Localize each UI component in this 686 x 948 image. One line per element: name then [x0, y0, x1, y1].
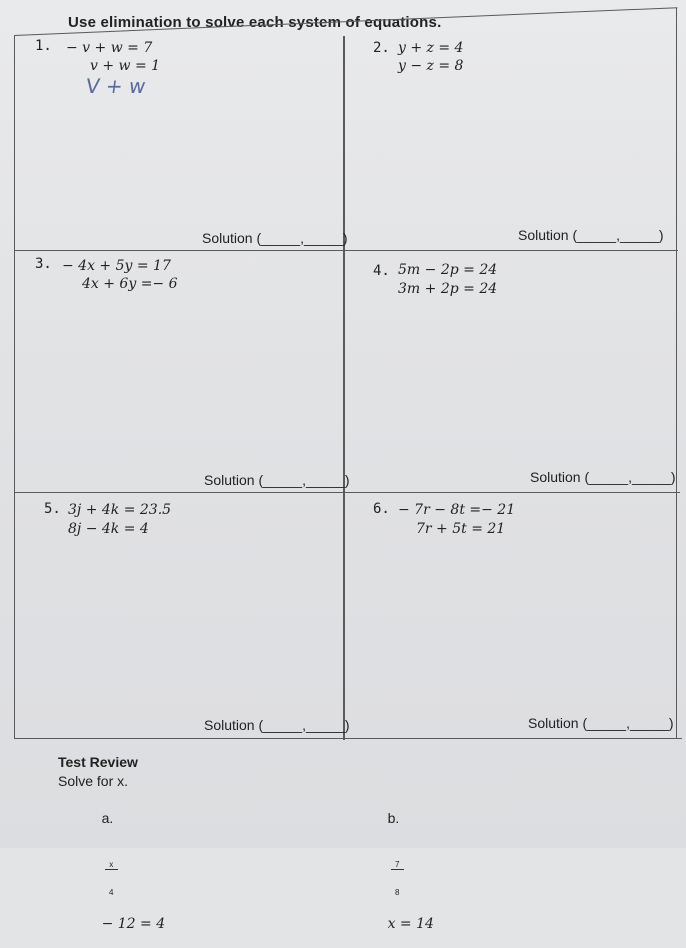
problem-5-equation-1: 3j + 4k = 23.5: [68, 502, 172, 518]
problem-4-equation-1: 5m − 2p = 24: [398, 262, 498, 278]
review-title: Test Review: [58, 754, 138, 770]
review-b-numerator: 7: [391, 860, 404, 870]
review-a-label: a.: [101, 810, 114, 826]
handwritten-note: V + w: [84, 74, 148, 98]
problem-6-solution: Solution (_____,_____): [528, 715, 674, 731]
problem-4-solution: Solution (_____,_____): [530, 469, 676, 485]
review-a-numerator: x: [105, 860, 118, 870]
review-a-fraction: [105, 842, 118, 915]
review-b-denominator: 8: [395, 888, 400, 897]
review-problem-a: [86, 794, 165, 948]
problem-2-solution: Solution (_____,_____): [518, 227, 664, 243]
problem-1-number: 1.: [35, 38, 52, 54]
worksheet-instructions: Use elimination to solve each system of equations.: [68, 14, 442, 31]
problem-3-equation-1: − 4x + 5y = 17: [62, 258, 171, 274]
problem-1-solution: Solution (_____,_____): [202, 230, 348, 246]
problem-2-equation-1: y + z = 4: [398, 40, 464, 56]
problem-3-number: 3.: [35, 256, 52, 272]
problem-4-equation-2: 3m + 2p = 24: [398, 281, 498, 297]
grid-right-border: [676, 8, 677, 739]
problem-6-number: 6.: [373, 501, 390, 517]
review-a-equation: − 12 = 4: [101, 916, 166, 932]
grid-row-divider-2: [14, 492, 680, 493]
problem-3-solution: Solution (_____,_____): [204, 472, 350, 488]
problem-4-number: 4.: [373, 263, 390, 279]
problem-5-solution: Solution (_____,_____): [204, 717, 350, 733]
problem-3-equation-2: 4x + 6y =− 6: [82, 276, 178, 292]
review-b-label: b.: [387, 810, 400, 826]
problem-5-number: 5.: [44, 501, 61, 517]
grid-vertical-divider: [343, 36, 345, 740]
review-subtitle: Solve for x.: [58, 773, 129, 789]
review-a-denominator: 4: [109, 888, 114, 897]
problem-2-equation-2: y − z = 8: [398, 58, 464, 74]
problem-2-number: 2.: [373, 40, 390, 56]
problem-6-equation-1: − 7r − 8t =− 21: [398, 502, 516, 518]
problem-5-equation-2: 8j − 4k = 4: [68, 521, 149, 537]
grid-left-border: [14, 36, 15, 739]
problem-1-equation-2: v + w = 1: [90, 58, 161, 74]
problem-1-equation-1: − v + w = 7: [66, 40, 153, 56]
problem-6-equation-2: 7r + 5t = 21: [416, 521, 506, 537]
grid-row-divider-1: [14, 250, 678, 251]
grid-row-divider-3: [14, 738, 682, 739]
review-problem-b: [372, 794, 434, 948]
review-b-equation: x = 14: [387, 916, 434, 932]
review-b-fraction: [391, 842, 404, 915]
